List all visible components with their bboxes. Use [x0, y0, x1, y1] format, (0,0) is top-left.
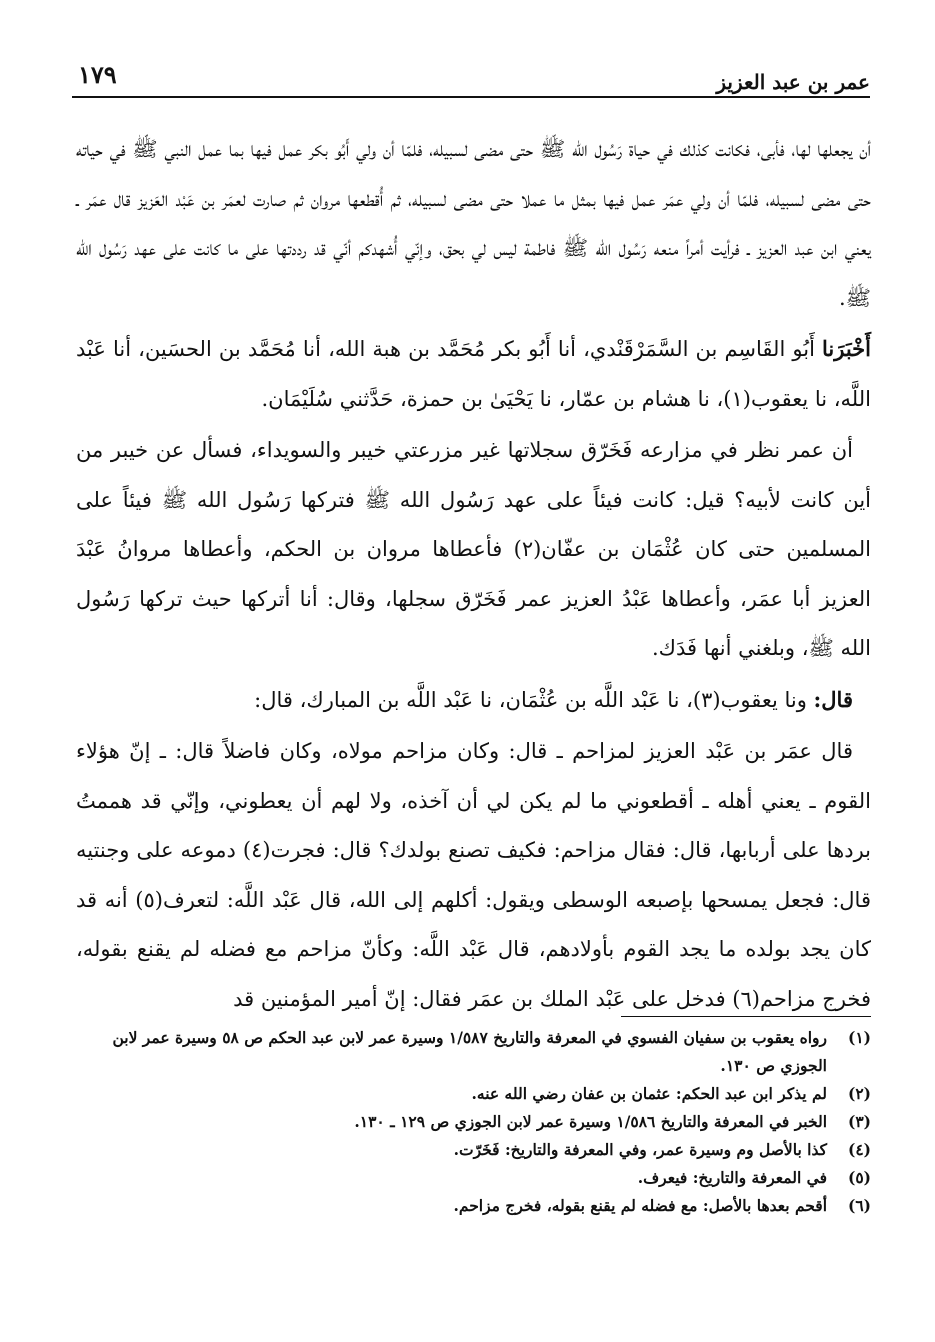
footnote-number: (٦) [847, 1196, 871, 1215]
footnote-text: رواه يعقوب بن سفيان الفسوي في المعرفة والتاريخ ١/٥٨٧ وسيرة عمر لابن عبد الحكم ص ٥٨ وسيرة عمر لابن الجوزي ص ١٣٠. [112, 1028, 827, 1075]
footnote-separator [621, 1016, 871, 1017]
footnote [61, 1024, 871, 1080]
footnote-text: لم يذكر ابن عبد الحكم: عثمان بن عفان رضي الله عنه. [471, 1084, 827, 1103]
footnote [61, 1080, 871, 1108]
paragraph [76, 425, 871, 674]
footnotes [61, 1024, 871, 1220]
running-title: عمر بن عبد العزيز [716, 70, 870, 94]
footnote-text: في المعرفة والتاريخ: فيعرف. [637, 1168, 827, 1187]
footnote [61, 1108, 871, 1136]
main-text [76, 124, 871, 1025]
footnote-text: الخبر في المعرفة والتاريخ ١/٥٨٦ وسيرة عمر لابن الجوزي ص ١٢٩ ـ ١٣٠. [354, 1112, 827, 1131]
paragraph-text: أن عمر نظر في مزارعه فَخَرّق سجلاتها غير مزرعتي خيبر والسويداء، فسأل عن خيبر من أين كانت لأبيه؟ قيل: كانت فيئاً على عهد رَسُول الله ﷺ فتركها رَسُول الله ﷺ فيئاً على المسلمين حتى كان عُثْمَان بن عفّان(٢) فأعطاها مروان بن الحكم، وأعطاها مروانُ عَبْدَ العزيز أبا عمَر، وأعطاها عَبْدُ العزيز عمر فَخَرّق سجلها، وقال: أنا أتركها حيث تركها رَسُول الله ﷺ، وبلغني أنها فَدَك. [76, 438, 871, 660]
paragraph-lead: أَخْبَرَنا [822, 336, 871, 361]
paragraph-text: قال عمَر بن عَبْد العزيز لمزاحم ـ قال: وكان مزاحم مولاه، وكان فاضلاً قال: ـ إنّ هؤلاء القوم ـ يعني أهله ـ أقطعوني ما لم يكن لي أن آخذه، ولا لهم أن يعطوني، وإنّي قد هممتُ بردها على أربابها، قال: فقال مزاحم: فكيف تصنع بولدك؟ قال: فجرت(٤) دموعه على وجنتيه قال: فجعل يمسحها بإصبعه الوسطى ويقول: أكلهم إلى الله، قال عَبْد اللَّه: لتعرف(٥) أنه قد كان يجد بولده ما يجد القوم بأولادهم، قال عَبْد اللَّه: وكأنّ مزاحم مع فضله لم يقنع بقوله، فخرج مزاحم(٦) فدخل على عَبْد الملك بن عمَر فقال: إنّ أمير المؤمنين قد [76, 739, 872, 1011]
footnote [61, 1164, 871, 1192]
footnote-number: (٥) [847, 1168, 871, 1187]
footnote [61, 1192, 871, 1220]
footnote-text: أقحم بعدها بالأصل: مع فضله لم يقنع بقوله، فخرج مزاحم. [453, 1196, 827, 1215]
paragraph-text: ونا يعقوب(٣)، نا عَبْد اللَّه بن عُثْمَان، نا عَبْد اللَّه بن المبارك، قال: [254, 687, 814, 712]
paragraph [76, 324, 871, 424]
paragraph [76, 675, 871, 726]
header-rule [72, 96, 870, 98]
paragraph-text: أَبُو القَاسِم بن السَّمَرْقَنْدي، أنا أَبُو بكر مُحَمَّد بن هبة الله، أنا مُحَمَّد بن الحسَين، أنا عَبْد اللَّه، نا يعقوب(١)، نا هشام بن عمّار، نا يَحْيَىٰ بن حمزة، حَدَّثني سُلَيْمَان. [76, 337, 871, 411]
page-number: ١٧٩ [78, 60, 117, 89]
footnote-text: كذا بالأصل وم وسيرة عمر، وفي المعرفة والتاريخ: فَخَرّت. [453, 1140, 827, 1159]
footnote [61, 1136, 871, 1164]
footnote-number: (٣) [847, 1112, 871, 1131]
paragraph-text: أن يجعلها لها، فأبى، فكانت كذلك في حياة رَسُول الله ﷺ حتى مضى لسبيله، فلمّا أن ولي أَبُو بكر عمل فيها بما عمل النبي ﷺ في حياته حتى مضى لسبيله، فلمّا أن ولي عمَر عمل فيها بمثل ما عملا حتى مضى لسبيله، ثم أُقطعها مروان ثم صارت لعمَر بن عَبْد العَزيز قال عمَر ـ يعني ابن عبد العزيز ـ فرأيت أمراً منعه رَسُول الله ﷺ فاطمة ليس لي بحق، وإنّي أُشهدكم أنّي قد رددتها على ما كانت على عهد رَسُول الله ﷺ. [76, 137, 871, 310]
running-header [72, 58, 870, 98]
paragraph [76, 124, 871, 323]
footnote-number: (٤) [847, 1140, 871, 1159]
paragraph-lead: قال: [813, 686, 853, 712]
paragraph [76, 726, 871, 1024]
footnote-number: (١) [847, 1028, 871, 1047]
footnote-number: (٢) [847, 1084, 871, 1103]
